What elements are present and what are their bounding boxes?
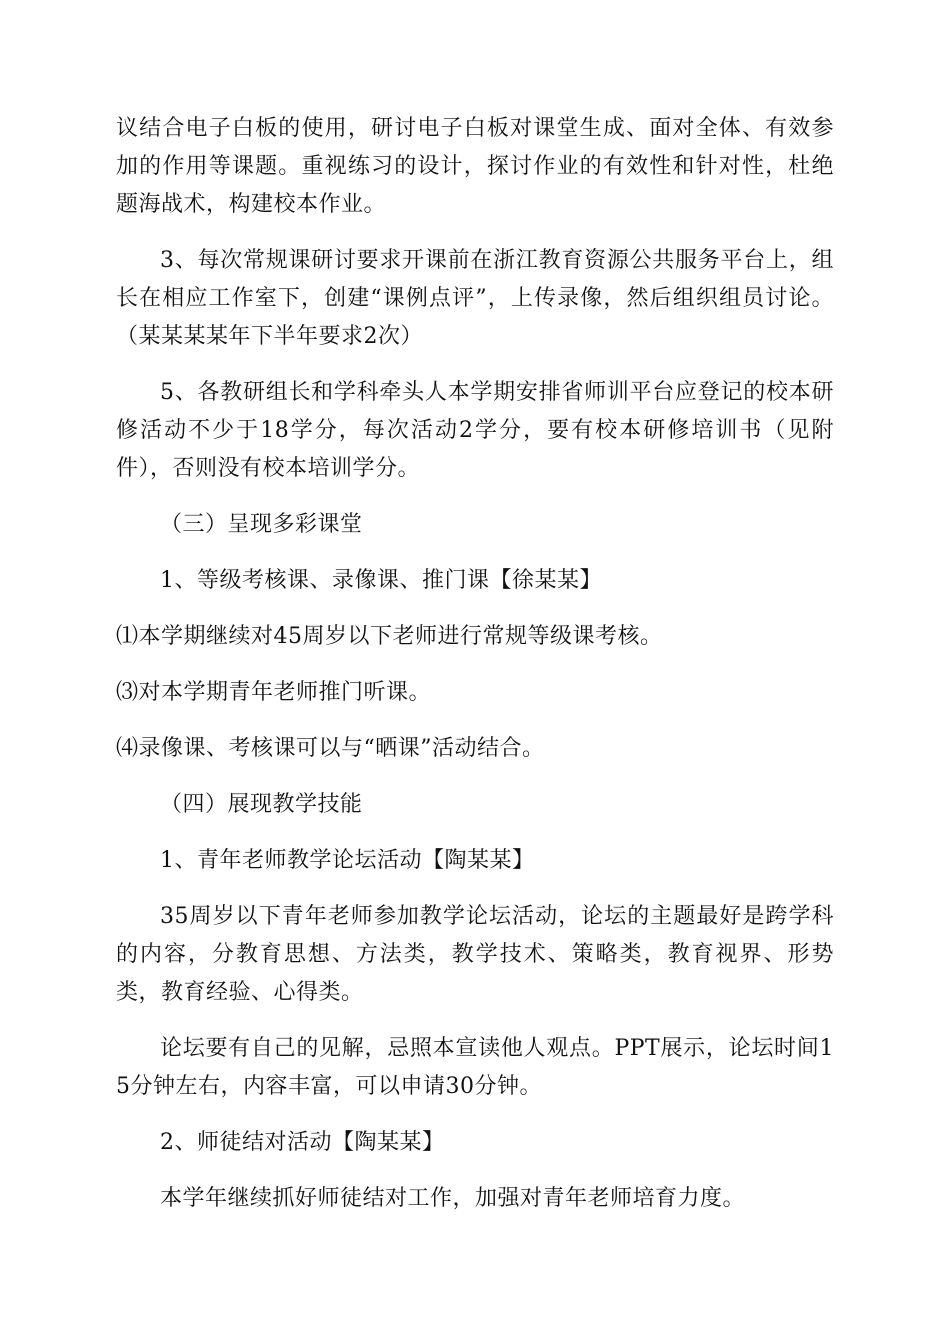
paragraph-continuation: 议结合电子白板的使用，研讨电子白板对课堂生成、面对全体、有效参加的作用等课题。重视练习的设计，探讨作业的有效性和针对性，杜绝题海战术，构建校本作业。 xyxy=(116,116,834,217)
paragraph-item-3: 3、每次常规课研讨要求开课前在浙江教育资源公共服务平台上，组长在相应工作室下，创建“课例点评”，上传录像，然后组织组员讨论。（某某某某年下半年要求2次） xyxy=(116,248,834,349)
list-item-4: ⑷录像课、考核课可以与“晒课”活动结合。 xyxy=(116,736,545,761)
paragraph-forum-topic: 35周岁以下青年老师参加教学论坛活动，论坛的主题最好是跨学科的内容，分教育思想、方法类，教学技术、策略类，教育视界、形势类，教育经验、心得类。 xyxy=(116,904,834,1005)
subheading-forum: 1、青年老师教学论坛活动【陶某某】 xyxy=(160,848,535,873)
paragraph-forum-rules: 论坛要有自己的见解，忌照本宣读他人观点。PPT展示，论坛时间15分钟左右，内容丰富，可以申请30分钟。 xyxy=(116,1036,834,1099)
paragraph-mentorship: 本学年继续抓好师徒结对工作，加强对青年老师培育力度。 xyxy=(160,1186,746,1211)
list-item-3: ⑶对本学期青年老师推门听课。 xyxy=(116,680,432,705)
subheading-mentorship: 2、师徒结对活动【陶某某】 xyxy=(160,1130,445,1155)
document-body xyxy=(116,110,834,1236)
list-item-1: ⑴本学期继续对45周岁以下老师进行常规等级课考核。 xyxy=(116,624,663,649)
section-heading-4: （四）展现教学技能 xyxy=(160,792,363,817)
paragraph-item-5: 5、各教研组长和学科牵头人本学期安排省师训平台应登记的校本研修活动不少于18学分，每次活动2学分，要有校本研修培训书（见附件），否则没有校本培训学分。 xyxy=(116,380,834,481)
section-heading-3: （三）呈现多彩课堂 xyxy=(160,512,363,537)
subheading-1: 1、等级考核课、录像课、推门课【徐某某】 xyxy=(160,568,602,593)
